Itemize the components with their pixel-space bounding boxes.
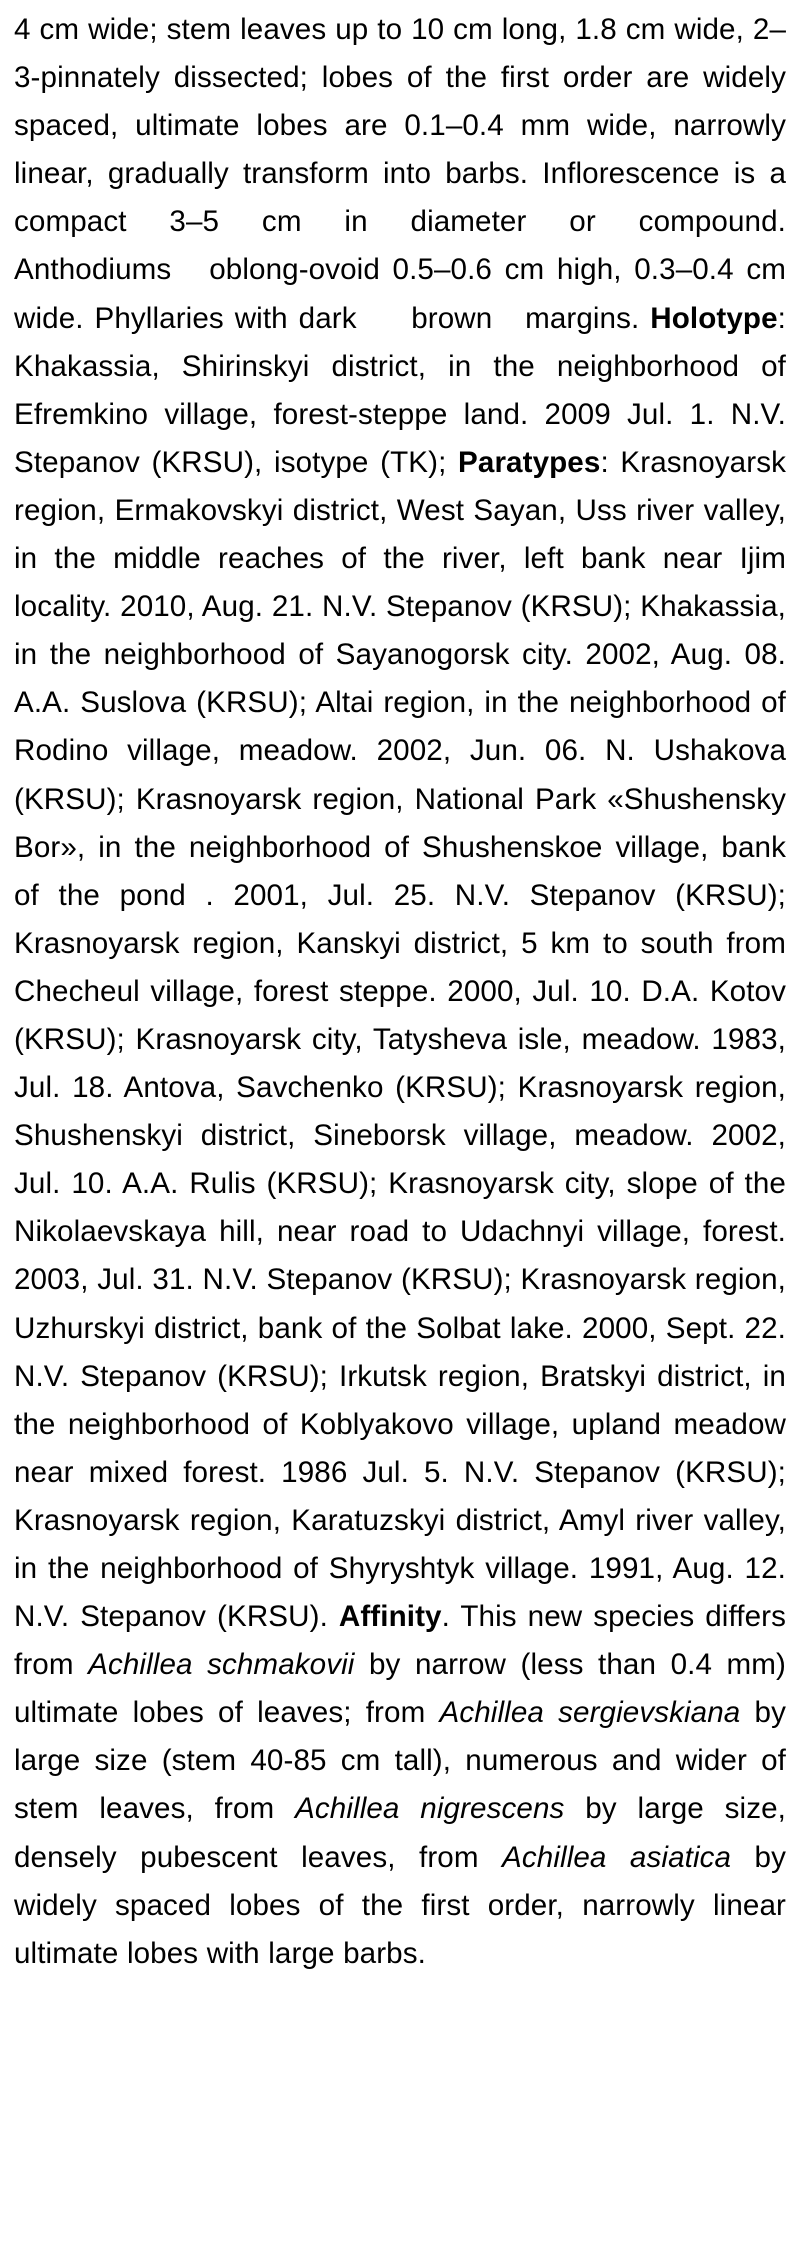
text-run-paratypes-label: Paratypes xyxy=(458,445,601,479)
text-run-plain: 4 cm wide; stem leaves up to 10 cm long, 1.8 cm wide, 2–3-pinnately dissected; lobes of the first order are widely spaced, ultimate lobes are 0.1–0.4 mm wide, narrowly linear, gradually transform into barbs. Inflorescence is a compact 3–5 cm in diameter or compound. Anthodiums oblong-ovoid 0.5–0.6 cm high, 0.3–0.4 cm wide. Phyllaries with dark brown margins. xyxy=(14,13,786,335)
text-run-taxon-achillea-sergievskiana: Achillea sergievskiana xyxy=(439,1696,741,1730)
paragraph-body xyxy=(14,6,786,1978)
text-run-taxon-achillea-nigrescens: Achillea nigrescens xyxy=(295,1792,565,1826)
text-run-affinity-intro: . This new species differs from xyxy=(14,1600,786,1682)
text-run-taxon-achillea-asiatica: Achillea asiatica xyxy=(502,1840,732,1874)
text-run-holotype-label: Holotype xyxy=(650,301,778,335)
text-run-paratypes-details: : Krasnoyarsk region, Ermakovskyi district, West Sayan, Uss river valley, in the middle reaches of the river, left bank near Ijim locality. 2010, Aug. 21. N.V. Stepanov (KRSU); Khakassia, in the neighborhood of Sayanogorsk city. 2002, Aug. 08. A.A. Suslova (KRSU); Altai region, in the neighborhood of Rodino village, meadow. 2002, Jun. 06. N. Ushakova (KRSU); Krasnoyarsk region, National Park «Shushensky Bor», in the neighborhood of Shushenskoe village, bank of the pond . 2001, Jul. 25. N.V. Stepanov (KRSU); Krasnoyarsk region, Kanskyi district, 5 km to south from Checheul village, forest steppe. 2000, Jul. 10. D.A. Kotov (KRSU); Krasnoyarsk city, Tatysheva isle, meadow. 1983, Jul. 18. Antova, Savchenko (KRSU); Krasnoyarsk region, Shushenskyi district, Sineborsk village, meadow. 2002, Jul. 10. A.A. Rulis (KRSU); Krasnoyarsk city, slope of the Nikolaevskaya hill, near road to Udachnyi village, forest. 2003, Jul. 31. N.V. Stepanov (KRSU); Krasnoyarsk region, Uzhurskyi district, bank of the Solbat lake. 2000, Sept. 22. N.V. Stepanov (KRSU); Irkutsk region, Bratskyi district, in the neighborhood of Koblyakovo village, upland meadow near mixed forest. 1986 Jul. 5. N.V. Stepanov (KRSU); Krasnoyarsk region, Karatuzskyi district, Amyl river valley, in the neighborhood of Shyryshtyk village. 1991, Aug. 12. N.V. Stepanov (KRSU). xyxy=(14,445,786,1634)
text-run-affinity-3: by large size, densely pubescent leaves, from xyxy=(14,1792,786,1874)
text-run-affinity-2: by large size (stem 40-85 cm tall), numerous and wider of stem leaves, from xyxy=(14,1696,786,1826)
species-description-paragraph xyxy=(14,6,786,1978)
text-run-affinity-4: by widely spaced lobes of the first order, narrowly linear ultimate lobes with large barbs. xyxy=(14,1840,786,1970)
text-run-taxon-achillea-schmakovii: Achillea schmakovii xyxy=(88,1648,355,1682)
text-run-holotype-details: : Khakassia, Shirinskyi district, in the neighborhood of Efremkino village, forest-steppe land. 2009 Jul. 1. N.V. Stepanov (KRSU), isotype (TK); xyxy=(14,301,786,479)
text-run-affinity-label: Affinity xyxy=(338,1600,442,1634)
text-run-affinity-1: by narrow (less than 0.4 mm) ultimate lobes of leaves; from xyxy=(14,1648,786,1730)
